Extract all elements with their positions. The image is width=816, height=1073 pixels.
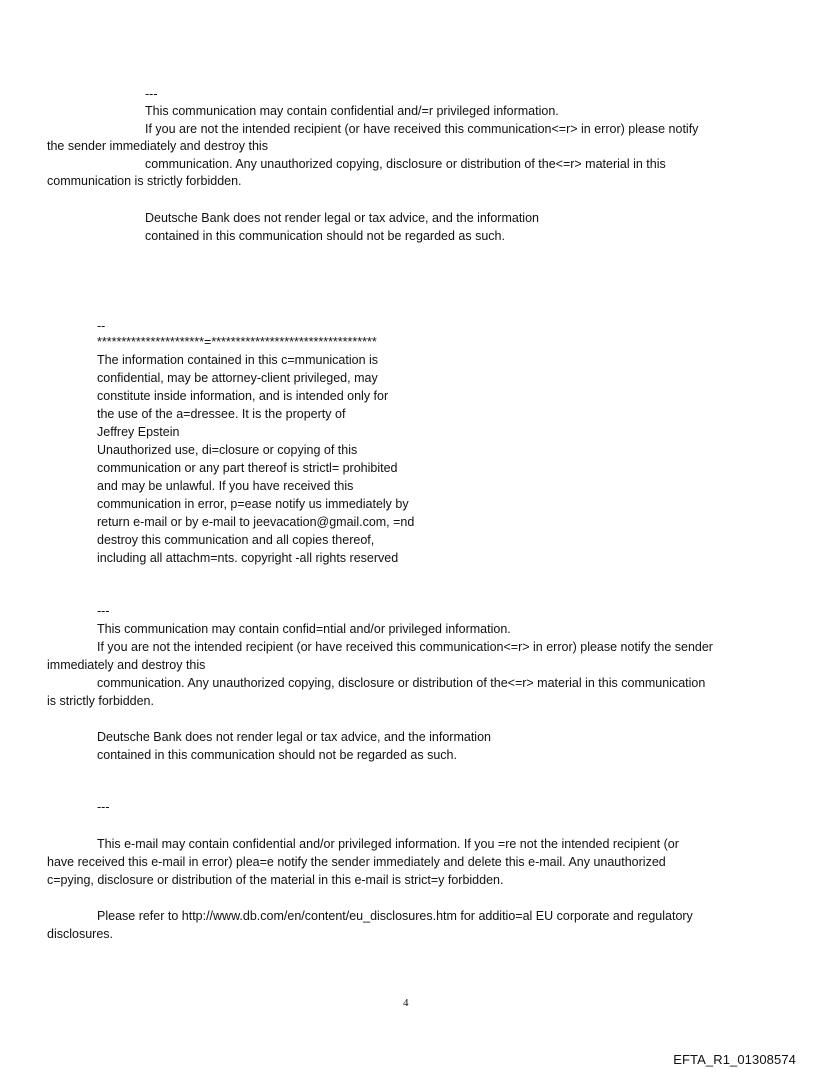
text-line: Unauthorized use, di=closure or copying of this <box>97 443 358 457</box>
text-line: immediately and destroy this <box>47 658 206 672</box>
separator-line: --- <box>145 87 158 101</box>
text-line: c=pying, disclosure or distribution of the material in this e-mail is strict=y forbidden. <box>47 873 504 887</box>
bates-stamp: EFTA_R1_01308574 <box>673 1052 796 1067</box>
text-line: contained in this communication should not be regarded as such. <box>97 748 457 762</box>
text-line: destroy this communication and all copies thereof, <box>97 533 375 547</box>
text-line: have received this e-mail in error) plea=e notify the sender immediately and delete this e-mail. Any unauthorized <box>47 855 666 869</box>
text-line: This communication may contain confidential and/=r privileged information. <box>145 104 559 118</box>
text-line: confidential, may be attorney-client privileged, may <box>97 371 378 385</box>
text-line: Deutsche Bank does not render legal or tax advice, and the information <box>97 730 491 744</box>
text-line: Please refer to http://www.db.com/en/content/eu_disclosures.htm for additio=al EU corporate and regulatory <box>97 909 693 923</box>
page-number: 4 <box>403 997 409 1009</box>
text-line: constitute inside information, and is intended only for <box>97 389 389 403</box>
text-line: communication or any part thereof is strictl= prohibited <box>97 461 398 475</box>
text-line: communication. Any unauthorized copying, disclosure or distribution of the<=r> material in this communication <box>97 676 706 690</box>
text-line: the sender immediately and destroy this <box>47 139 268 153</box>
text-line: is strictly forbidden. <box>47 694 154 708</box>
separator-line: -- <box>97 319 106 333</box>
text-line: disclosures. <box>47 927 113 941</box>
text-line: return e-mail or by e-mail to jeevacation@gmail.com, =nd <box>97 515 415 529</box>
text-line: and may be unlawful. If you have received this <box>97 479 354 493</box>
text-line: the use of the a=dressee. It is the property of <box>97 407 346 421</box>
text-line: The information contained in this c=mmunication is <box>97 353 379 367</box>
text-line: communication. Any unauthorized copying, disclosure or distribution of the<=r> material in this <box>145 157 666 171</box>
text-line: contained in this communication should not be regarded as such. <box>145 229 505 243</box>
asterisk-divider: **********************=********************************** <box>97 335 377 349</box>
text-line: This communication may contain confid=ntial and/or privileged information. <box>97 622 511 636</box>
text-line: communication is strictly forbidden. <box>47 174 242 188</box>
text-line: If you are not the intended recipient (or have received this communication<=r> in error) please notify the sender <box>97 640 713 654</box>
text-line: communication in error, p=ease notify us immediately by <box>97 497 409 511</box>
text-line: If you are not the intended recipient (or have received this communication<=r> in error) please notify <box>145 122 699 136</box>
text-line: including all attachm=nts. copyright -all rights reserved <box>97 551 399 565</box>
text-line: Deutsche Bank does not render legal or tax advice, and the information <box>145 211 539 225</box>
separator-line: --- <box>97 800 110 814</box>
text-line: Jeffrey Epstein <box>97 425 180 439</box>
text-line: This e-mail may contain confidential and/or privileged information. If you =re not the intended recipient (or <box>97 837 679 851</box>
separator-line: --- <box>97 604 110 618</box>
